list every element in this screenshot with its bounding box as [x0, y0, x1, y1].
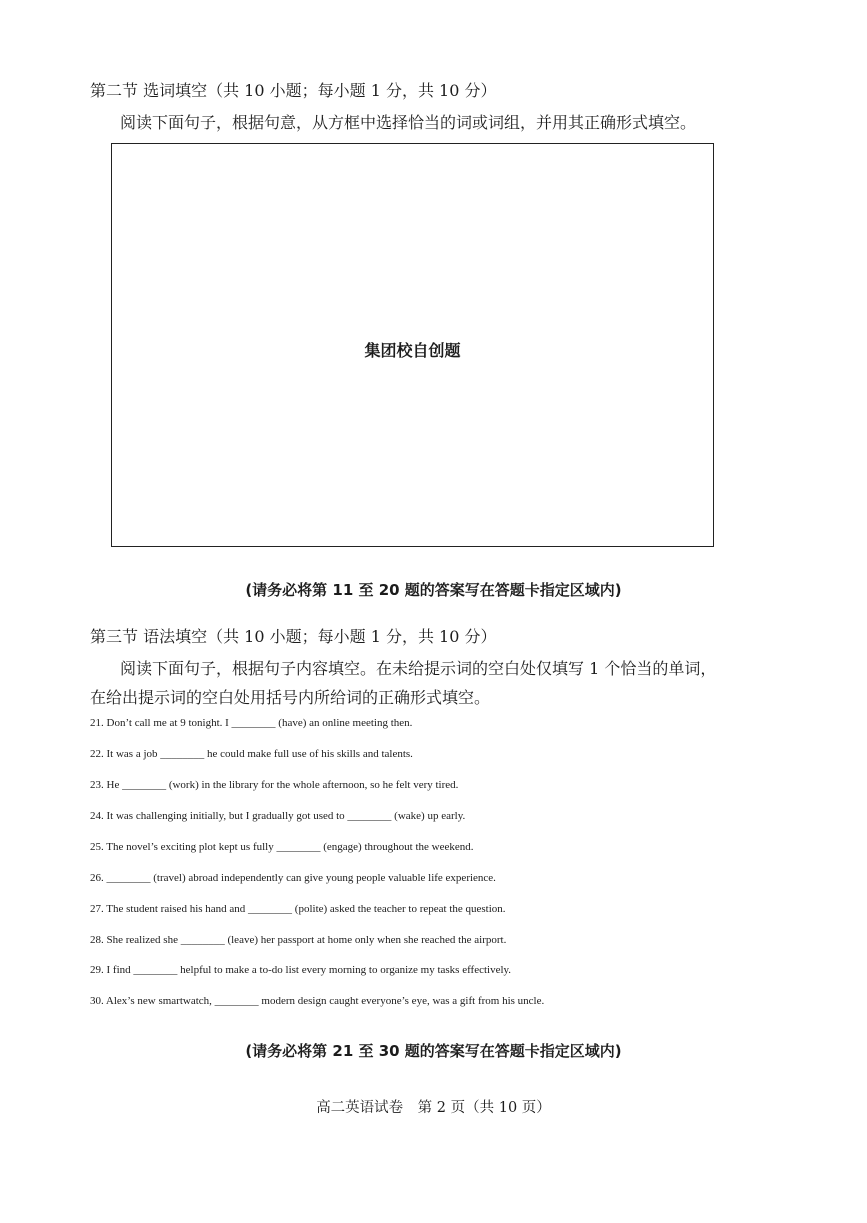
question-26: 26. ________ (travel) abroad independently can give young people valuable life experience. — [90, 872, 496, 884]
section2-instruction: 阅读下面句子，根据句意，从方框中选择恰当的词或词组，并用其正确形式填空。 — [120, 113, 697, 132]
word-bank-box — [111, 143, 714, 547]
question-23: 23. He ________ (work) in the library for the whole afternoon, so he felt very tired. — [90, 779, 459, 791]
question-29: 29. I find ________ helpful to make a to-do list every morning to organize my tasks effectively. — [90, 964, 512, 976]
question-21: 21. Don’t call me at 9 tonight. I ________ (have) an online meeting then. — [90, 717, 413, 729]
section3-heading: 第三节 语法填空（共 10 小题；每小题 1 分，共 10 分） — [90, 627, 497, 646]
question-24: 24. It was challenging initially, but I gradually got used to ________ (wake) up early. — [90, 810, 466, 822]
section3-answer-note: (请务必将第 21 至 30 题的答案写在答题卡指定区域内) — [245, 1042, 622, 1060]
question-25: 25. The novel’s exciting plot kept us fully ________ (engage) throughout the weekend. — [90, 841, 474, 853]
question-30: 30. Alex’s new smartwatch, ________ modern design caught everyone’s eye, was a gift from his uncle. — [90, 995, 545, 1007]
section2-heading: 第二节 选词填空（共 10 小题；每小题 1 分，共 10 分） — [90, 81, 497, 100]
section3-instruction-line1: 阅读下面句子，根据句子内容填空。在未给提示词的空白处仅填写 1 个恰当的单词， — [120, 659, 717, 678]
page-footer: 高二英语试卷 第 2 页（共 10 页） — [316, 1100, 551, 1116]
question-27: 27. The student raised his hand and ________ (polite) asked the teacher to repeat the question. — [90, 903, 506, 915]
section3-instruction-line2: 在给出提示词的空白处用括号内所给词的正确形式填空。 — [90, 688, 491, 707]
word-bank-placeholder: 集团校自创题 — [364, 341, 461, 360]
question-22: 22. It was a job ________ he could make full use of his skills and talents. — [90, 748, 413, 760]
question-28: 28. She realized she ________ (leave) her passport at home only when she reached the airport. — [90, 934, 507, 946]
section2-answer-note: (请务必将第 11 至 20 题的答案写在答题卡指定区域内) — [245, 581, 622, 599]
